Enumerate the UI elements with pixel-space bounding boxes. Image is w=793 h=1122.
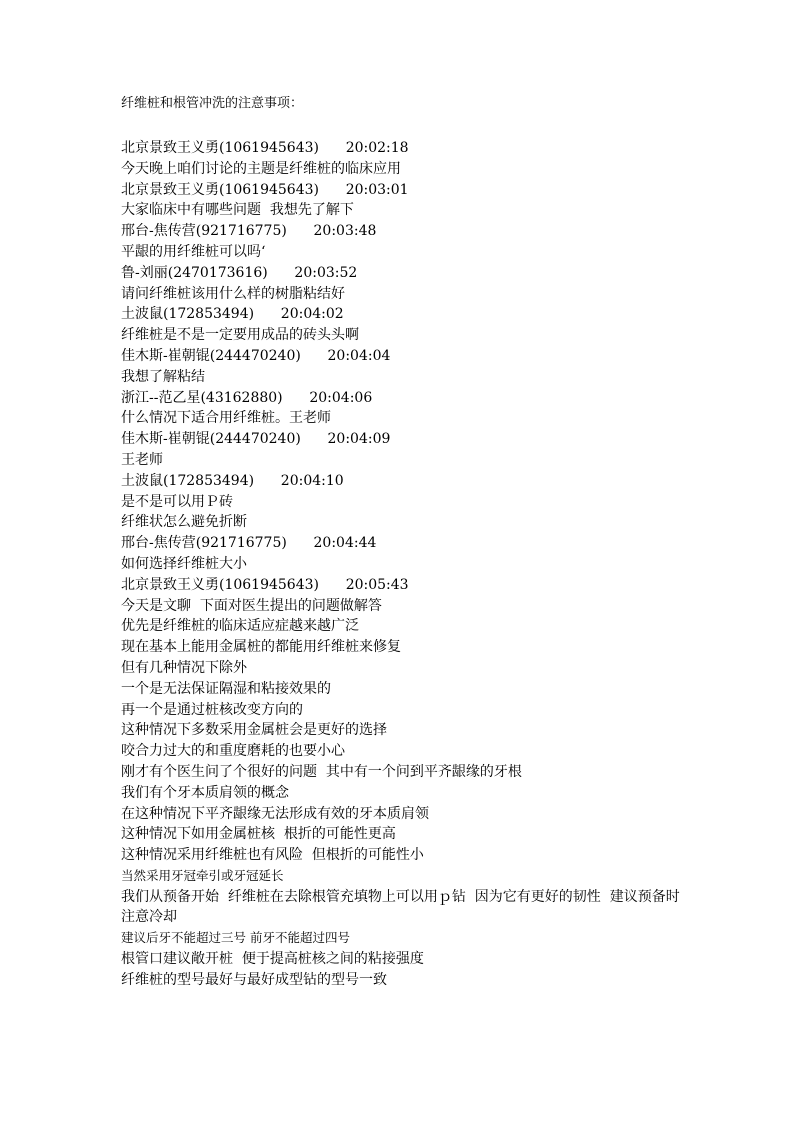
log-line: 咬合力过大的和重度磨耗的也要小心 [121, 743, 345, 760]
log-line: 土波鼠(172853494) 20:04:10 [121, 472, 344, 489]
log-line: 北京景致王义勇(1061945643) 20:05:43 [121, 576, 409, 593]
log-line: 佳木斯-崔朝锟(244470240) 20:04:09 [121, 431, 391, 448]
log-line: 我想了解粘结 [121, 368, 205, 385]
log-line: 当然采用牙冠牵引或牙冠延长 [121, 867, 284, 883]
log-line: 土波鼠(172853494) 20:04:02 [121, 306, 344, 323]
log-line: 再一个是通过桩核改变方向的 [121, 701, 303, 718]
log-line: 这种情况下如用金属桩核 根折的可能性更高 [121, 826, 396, 843]
log-line: 佳木斯-崔朝锟(244470240) 20:04:04 [121, 347, 391, 364]
log-line: 这种情况采用纤维桩也有风险 但根折的可能性小 [121, 847, 424, 864]
log-line: 邢台-焦传营(921716775) 20:04:44 [121, 535, 377, 552]
log-line: 刚才有个医生问了个很好的问题 其中有一个问到平齐龈缘的牙根 [121, 763, 522, 780]
log-line: 今天晚上咱们讨论的主题是纤维桩的临床应用 [121, 160, 401, 177]
log-line: 大家临床中有哪些问题 我想先了解下 [121, 202, 354, 219]
log-line: 邢台-焦传营(921716775) 20:03:48 [121, 223, 377, 240]
log-line: 是不是可以用Ｐ砖 [121, 493, 233, 510]
log-line: 在这种情况下平齐龈缘无法形成有效的牙本质肩领 [121, 805, 429, 822]
log-line: 平龈的用纤维桩可以吗‘ [121, 243, 266, 260]
log-line: 根管口建议敞开桩 便于提高桩核之间的粘接强度 [121, 951, 424, 968]
log-line: 优先是纤维桩的临床适应症越来越广泛 [121, 618, 359, 635]
log-line: 鲁-刘丽(2470173616) 20:03:52 [121, 264, 358, 281]
log-line: 北京景致王义勇(1061945643) 20:02:18 [121, 140, 409, 156]
document-title: 纤维桩和根管冲洗的注意事项： [121, 96, 304, 111]
chat-log [121, 138, 681, 991]
log-line: 什么情况下适合用纤维桩。王老师 [121, 410, 331, 427]
log-line: 但有几种情况下除外 [121, 659, 247, 676]
log-line: 纤维桩的型号最好与最好成型钻的型号一致 [121, 971, 387, 988]
log-line: 一个是无法保证隔湿和粘接效果的 [121, 680, 331, 697]
log-line: 现在基本上能用金属桩的都能用纤维桩来修复 [121, 639, 401, 656]
log-line: 王老师 [121, 451, 163, 468]
log-line: 我们从预备开始 纤维桩在去除根管充填物上可以用ｐ钻 因为它有更好的韧性 建议预备时注意冷却 [121, 888, 680, 926]
log-line: 浙江--范乙星(43162880) 20:04:06 [121, 389, 373, 406]
log-line: 纤维状怎么避免折断 [121, 514, 247, 531]
log-line: 请问纤维桩该用什么样的树脂粘结好 [121, 285, 345, 302]
log-line: 建议后牙不能超过三号 前牙不能超过四号 [121, 930, 350, 946]
log-line: 北京景致王义勇(1061945643) 20:03:01 [121, 181, 409, 198]
log-line: 纤维桩是不是一定要用成品的砖头头啊 [121, 327, 359, 344]
log-line: 今天是文聊 下面对医生提出的问题做解答 [121, 597, 382, 614]
log-line: 我们有个牙本质肩领的概念 [121, 784, 289, 801]
log-line: 这种情况下多数采用金属桩会是更好的选择 [121, 722, 387, 739]
log-line: 如何选择纤维桩大小 [121, 555, 247, 572]
